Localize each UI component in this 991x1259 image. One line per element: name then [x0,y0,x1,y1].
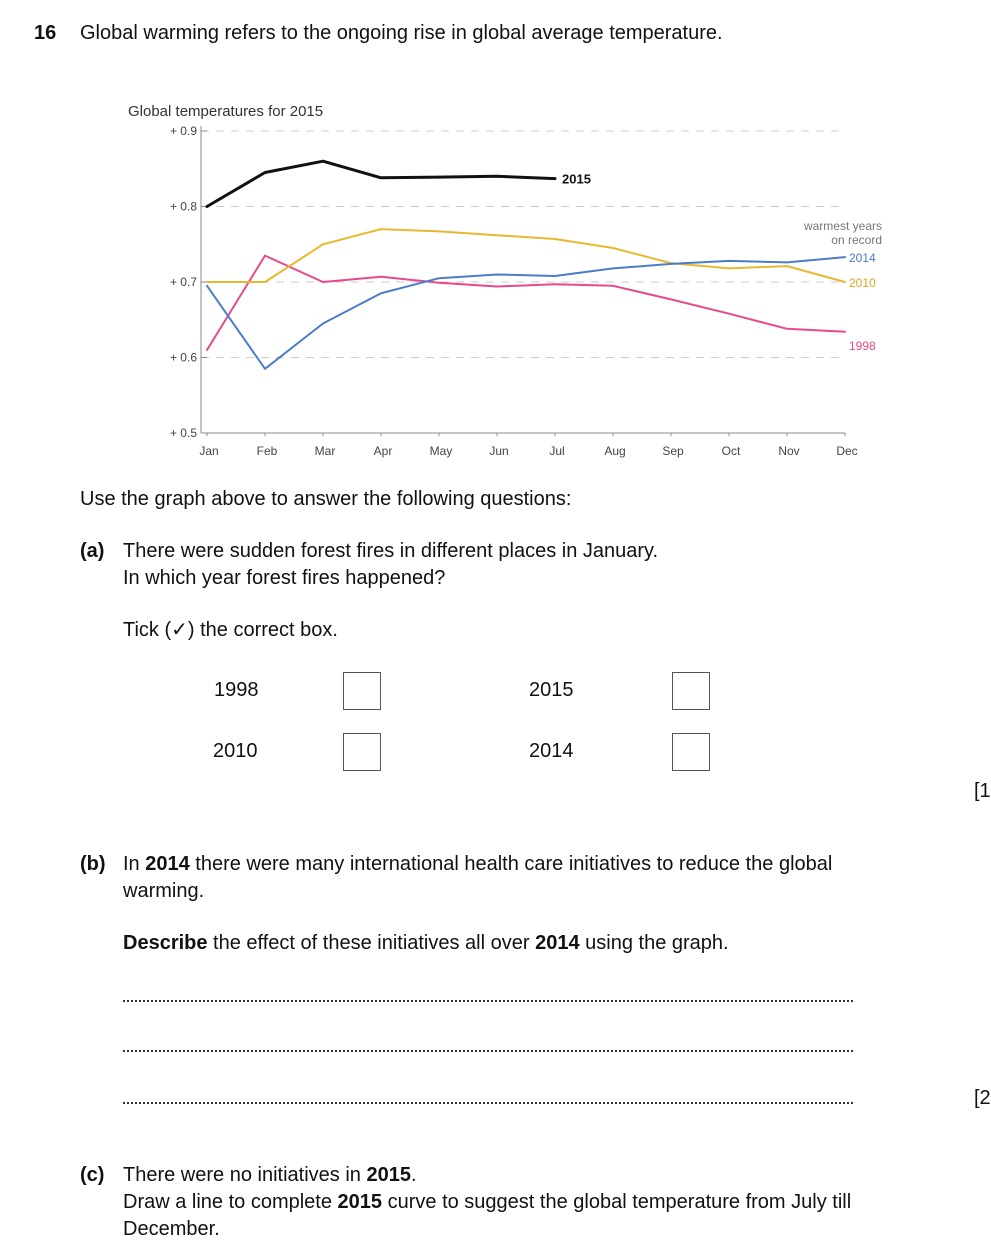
x-tick-label: Oct [721,444,741,458]
series-label-2010: 2010 [849,276,876,290]
part-a-tick-instruction: Tick (✓) the correct box. [123,619,338,641]
part-a-line1: There were sudden forest fires in different places in January. [123,540,659,562]
x-tick-label: Mar [314,444,336,458]
series-label-1998: 1998 [849,339,876,354]
option-label-1998: 1998 [214,679,259,701]
part-b-marks: [2 [974,1087,991,1109]
x-tick-label: May [429,444,453,458]
tick-box-1998[interactable] [343,672,381,710]
part-a-marks: [1 [974,780,991,802]
instructions: Use the graph above to answer the following questions: [80,488,572,510]
x-tick-label: Nov [778,444,800,458]
series-line-2010 [207,229,845,282]
chart-annotation-line1: warmest years [803,219,882,233]
temperature-chart [0,90,988,470]
part-b-label: (b) [80,853,106,875]
y-tick-label: + 0.8 [169,199,197,214]
tick-box-2014[interactable] [672,733,710,771]
series-label-2014: 2014 [849,251,876,266]
x-tick-label: Jun [489,444,509,458]
option-label-2015: 2015 [529,679,574,701]
chart-title: Global temperatures for 2015 [128,103,324,120]
option-label-2014: 2014 [529,740,574,762]
x-tick-label: Jan [199,444,219,458]
chart-annotation-line2: on record [831,233,882,247]
y-tick-label: + 0.9 [169,124,197,138]
part-c-label: (c) [80,1164,105,1186]
part-c-line1: There were no initiatives in 2015. [123,1164,417,1186]
chart-axes [170,124,858,458]
part-b-line1: In 2014 there were many international health care initiatives to reduce the global [123,853,833,875]
part-b-describe: Describe the effect of these initiatives all over 2014 using the graph. [123,932,729,954]
y-tick-label: + 0.6 [169,350,197,365]
part-a-line2: In which year forest fires happened? [123,567,446,589]
tick-box-2010[interactable] [343,733,381,771]
question-intro: Global warming refers to the ongoing rise in global average temperature. [80,22,723,44]
x-tick-label: Dec [836,444,858,458]
x-tick-label: Sep [662,444,684,458]
chart-series [207,161,845,369]
y-tick-label: + 0.5 [169,426,197,440]
series-line-1998 [207,256,845,350]
option-label-2010: 2010 [213,740,258,762]
x-tick-label: Jul [549,444,565,458]
x-tick-label: Feb [256,444,278,458]
part-b-line2: warming. [123,880,205,902]
answer-line-3[interactable] [123,1102,853,1104]
series-line-2015 [207,161,555,206]
part-c-line3: December. [123,1218,220,1240]
x-tick-label: Apr [373,444,393,458]
tick-box-2015[interactable] [672,672,710,710]
question-number: 16 [34,22,57,44]
answer-line-1[interactable] [123,1000,853,1002]
series-label-2015: 2015 [562,171,591,187]
answer-line-2[interactable] [123,1050,853,1052]
y-tick-label: + 0.7 [169,275,197,289]
x-tick-label: Aug [604,444,626,458]
part-a-label: (a) [80,540,105,562]
part-c-line2: Draw a line to complete 2015 curve to suggest the global temperature from July till [123,1191,852,1213]
